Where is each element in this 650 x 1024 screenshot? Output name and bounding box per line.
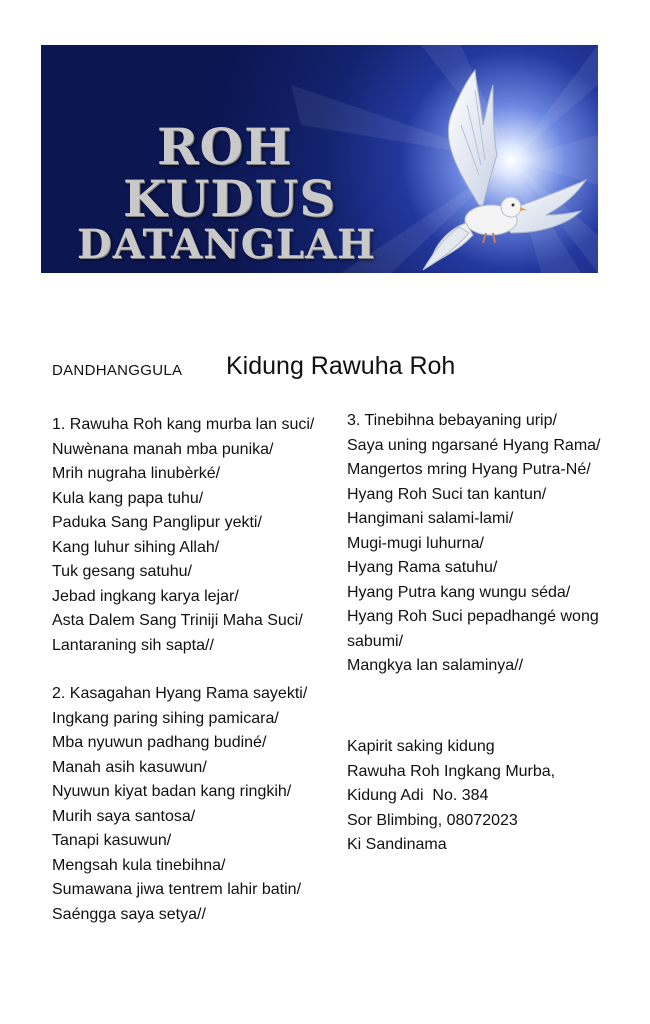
banner-line-datanglah: DATANGLAH <box>77 221 376 268</box>
verse-line: Mba nyuwun padhang budiné/ <box>52 734 267 751</box>
verse-line: Mugi-mugi luhurna/ <box>347 534 484 552</box>
verse-1 <box>52 413 342 658</box>
verse-line: Jebad ingkang karya lejar/ <box>52 587 239 605</box>
banner-line-roh: ROH <box>157 117 293 176</box>
verse-line: Murih saya santosa/ <box>52 807 196 825</box>
verse-line: Lantaraning sih sapta// <box>52 636 214 654</box>
verse-line: Tuk gesang satuhu/ <box>52 563 192 580</box>
verse-line: Hyang Putra kang wungu séda/ <box>347 583 571 601</box>
verse-line: Mangkya lan salaminya// <box>347 657 524 674</box>
verse-line: Tanapi kasuwun/ <box>52 832 172 849</box>
verse-line: Kula kang papa tuhu/ <box>52 489 204 507</box>
verse-line: Mangertos mring Hyang Putra-Né/ <box>347 461 591 478</box>
verse-line: Manah asih kasuwun/ <box>52 758 207 776</box>
credit-line: Sor Blimbing, 08072023 <box>347 811 518 829</box>
verse-line: Paduka Sang Panglipur yekti/ <box>52 514 262 531</box>
banner-line-kudus: KUDUS <box>123 169 337 228</box>
right-column <box>347 409 617 703</box>
verse-line: 3. Tinebihna bebayaning urip/ <box>347 412 557 429</box>
credit-line: Kapirit saking kidung <box>347 738 495 755</box>
verse-line: Kang luhur sihing Allah/ <box>52 538 220 556</box>
verse-line: Mrih nugraha linubèrké/ <box>52 465 221 482</box>
verse-line: Ingkang paring sihing pamicara/ <box>52 709 279 727</box>
credit-line: Kidung Adi No. 384 <box>347 787 489 804</box>
credit-line: Ki Sandinama <box>347 836 447 853</box>
verse-line: Nuwènana manah mba punika/ <box>52 440 274 458</box>
verse-line: Saya uning ngarsané Hyang Rama/ <box>347 436 601 454</box>
verse-line: Asta Dalem Sang Triniji Maha Suci/ <box>52 612 303 629</box>
credit-line: Rawuha Roh Ingkang Murba, <box>347 762 556 780</box>
verse-3 <box>347 409 617 679</box>
banner-image <box>41 45 598 273</box>
verse-line: Nyuwun kiyat badan kang ringkih/ <box>52 783 292 800</box>
verse-2 <box>52 682 342 927</box>
verse-line: Mengsah kula tinebihna/ <box>52 856 226 874</box>
left-column <box>52 413 342 951</box>
dove-icon <box>371 55 598 273</box>
verse-line: Hyang Roh Suci tan kantun/ <box>347 485 547 503</box>
song-title: Kidung Rawuha Roh <box>226 352 456 380</box>
verse-line: 2. Kasagahan Hyang Rama sayekti/ <box>52 685 308 702</box>
verse-line: Hangimani salami-lami/ <box>347 510 514 527</box>
verse-line: Hyang Roh Suci pepadhangé wong sabumi/ <box>347 608 599 650</box>
verse-line: 1. Rawuha Roh kang murba lan suci/ <box>52 416 315 433</box>
verse-line: Sumawana jiwa tentrem lahir batin/ <box>52 881 302 898</box>
verse-line: Hyang Rama satuhu/ <box>347 559 498 576</box>
genre-label: DANDHANGGULA <box>52 362 183 379</box>
verse-line: Saéngga saya setya// <box>52 905 206 923</box>
credits <box>347 735 607 858</box>
